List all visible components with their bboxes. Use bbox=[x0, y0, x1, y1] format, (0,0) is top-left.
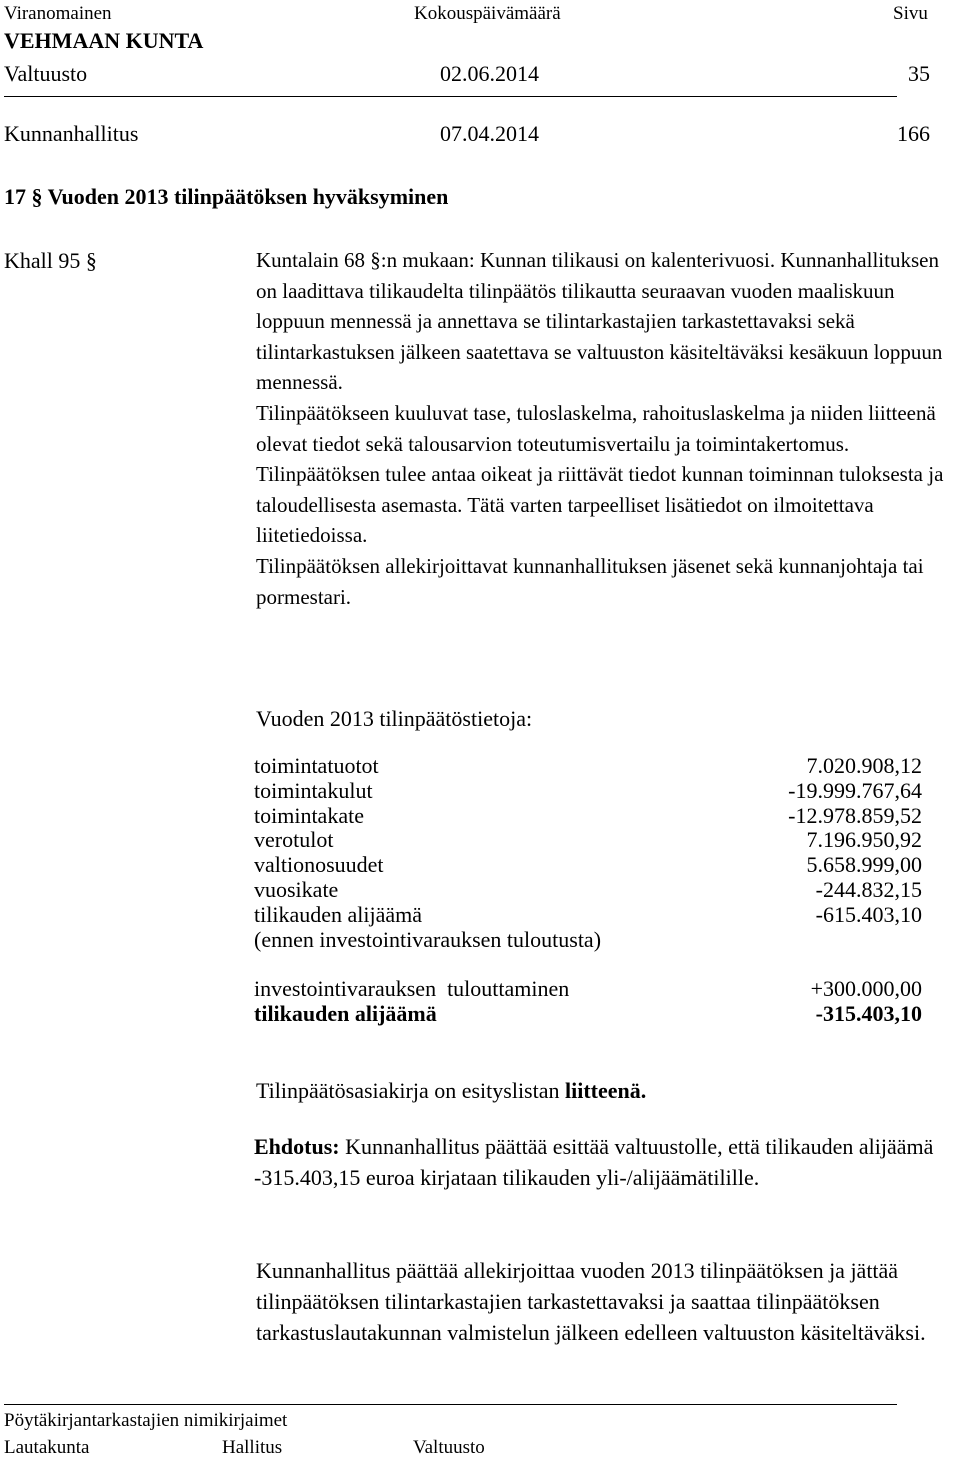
attachment-note bbox=[256, 1079, 646, 1103]
proposal-label: Ehdotus: bbox=[254, 1134, 340, 1159]
header-label-page: Sivu bbox=[893, 3, 928, 24]
financial-label: investointivarauksen tulouttaminen bbox=[254, 976, 570, 1002]
financial-row bbox=[254, 878, 922, 903]
financial-label: toimintatuotot bbox=[254, 753, 379, 778]
financial-label: tilikauden alijäämä bbox=[254, 1001, 437, 1027]
meeting-body-board: Kunnanhallitus bbox=[4, 121, 139, 146]
organization-name: VEHMAAN KUNTA bbox=[4, 28, 204, 53]
financial-value: 7.196.950,92 bbox=[806, 827, 922, 853]
footer-column-council: Valtuusto bbox=[413, 1437, 485, 1458]
proposal-text: Kunnanhallitus päättää esittää valtuustolle, että tilikauden alijäämä -315.403,15 euroa kirjataan tilikauden yli-/alijäämätilille. bbox=[254, 1134, 934, 1190]
financials-title: Vuoden 2013 tilinpäätöstietoja: bbox=[256, 706, 533, 731]
financials-table bbox=[254, 754, 922, 1027]
financial-row bbox=[254, 779, 922, 804]
item-reference: Khall 95 § bbox=[4, 248, 97, 273]
financial-label: (ennen investointivarauksen tuloutusta) bbox=[254, 926, 602, 952]
financial-label: tilikauden alijäämä bbox=[254, 901, 422, 927]
footer-column-board: Lautakunta bbox=[4, 1437, 90, 1458]
header-label-authority: Viranomainen bbox=[4, 3, 112, 24]
financial-row bbox=[254, 977, 922, 1002]
paragraph-accounting-period: Kuntalain 68 §:n mukaan: Kunnan tilikausi on kalenterivuosi. Kunnanhallituksen on laadittava tilikaudelta tilinpäätös tilikautta seuraavan vuoden maaliskuun loppuun mennessä ja annettava se tilintarkastajien tarkastettavaksi sekä tilintarkastuksen jälkeen saatettava se valtuuston käsiteltäväksi kesäkuun loppuun mennessä. bbox=[256, 248, 943, 395]
meeting-body-council: Valtuusto bbox=[4, 61, 88, 86]
page-number-council: 35 bbox=[908, 61, 930, 86]
financial-row-note bbox=[254, 928, 922, 953]
financial-row bbox=[254, 804, 922, 829]
financial-value: -244.832,15 bbox=[815, 876, 922, 902]
header-divider bbox=[4, 96, 897, 97]
page-number-board: 166 bbox=[897, 121, 930, 146]
financial-label: vuosikate bbox=[254, 876, 339, 902]
header-label-date: Kokouspäivämäärä bbox=[414, 3, 561, 24]
financial-label: toimintakate bbox=[254, 802, 364, 828]
financial-value: -315.403,10 bbox=[815, 1001, 922, 1027]
proposal bbox=[254, 1132, 934, 1193]
financial-row-total bbox=[254, 1002, 922, 1027]
financial-label: toimintakulut bbox=[254, 777, 373, 803]
financial-row bbox=[254, 754, 922, 779]
financial-row bbox=[254, 853, 922, 878]
paragraph-statement-requirements: Tilinpäätöksen tulee antaa oikeat ja riittävät tiedot kunnan toiminnan tuloksesta ja taloudellisesta asemasta. Tätä varten tarpeelliset lisätiedot on ilmoitettava liitetiedoissa. bbox=[256, 462, 944, 548]
footer-signatures-label: Pöytäkirjantarkastajien nimikirjaimet bbox=[4, 1410, 288, 1431]
financial-label: verotulot bbox=[254, 827, 334, 853]
meeting-date-board: 07.04.2014 bbox=[440, 121, 539, 146]
paragraph-statement-contents: Tilinpäätökseen kuuluvat tase, tuloslaskelma, rahoituslaskelma ja niiden liitteenä olevat tiedot sekä talousarvion toteutumisvertailu ja toimintakertomus. bbox=[256, 400, 936, 456]
financial-value: 5.658.999,00 bbox=[806, 852, 922, 878]
financial-label: valtionosuudet bbox=[254, 852, 384, 878]
item-heading: 17 § Vuoden 2013 tilinpäätöksen hyväksyminen bbox=[4, 184, 449, 209]
paragraph-signatories: Tilinpäätöksen allekirjoittavat kunnanhallituksen jäsenet sekä kunnanjohtaja tai pormestari. bbox=[256, 553, 924, 609]
footer-divider bbox=[4, 1404, 897, 1405]
financial-value: +300.000,00 bbox=[810, 976, 922, 1002]
attachment-text: Tilinpäätösasiakirja on esityslistan bbox=[256, 1078, 565, 1103]
financial-spacer bbox=[254, 952, 922, 977]
financial-value: -12.978.859,52 bbox=[788, 802, 922, 828]
financial-row bbox=[254, 828, 922, 853]
footer-column-government: Hallitus bbox=[222, 1437, 283, 1458]
legal-background bbox=[256, 245, 956, 612]
financial-value: -19.999.767,64 bbox=[788, 777, 922, 803]
decision: Kunnanhallitus päättää allekirjoittaa vuoden 2013 tilinpäätöksen ja jättää tilinpäätöksen tilintarkastajien tarkastettavaksi ja saattaa tilinpäätöksen tarkastuslautakunnan valmistelun jälkeen edelleen valtuuston käsiteltäväksi. bbox=[256, 1258, 926, 1345]
financial-value: -615.403,10 bbox=[815, 901, 922, 927]
attachment-bold: liitteenä. bbox=[565, 1078, 647, 1103]
meeting-date-council: 02.06.2014 bbox=[440, 61, 539, 86]
financial-value: 7.020.908,12 bbox=[806, 753, 922, 778]
financial-row bbox=[254, 903, 922, 928]
